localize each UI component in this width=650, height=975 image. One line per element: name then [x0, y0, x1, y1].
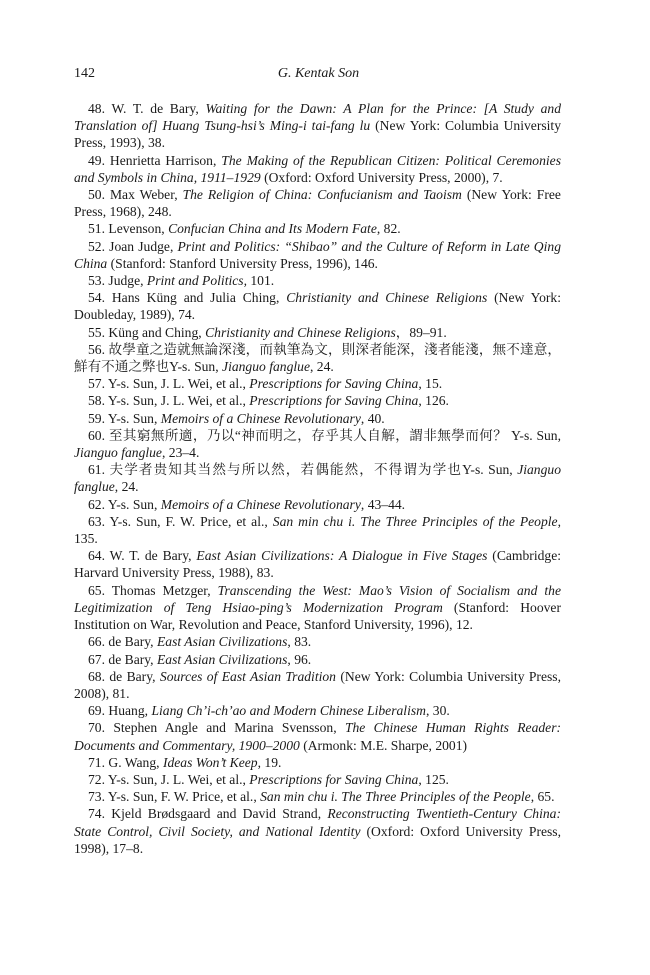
endnote-text: Thomas Metzger, — [111, 582, 218, 598]
endnote-text: W. T. de Bary, — [109, 548, 197, 564]
page-header — [74, 66, 563, 88]
endnote-number: 73. — [88, 789, 105, 805]
endnote-title: Jianguo fanglue — [222, 359, 310, 375]
endnote-title: East Asian Civilizations — [156, 634, 288, 650]
endnote-number: 71. — [88, 754, 105, 770]
endnote-text: (Oxford: Oxford University Press, 2000), 7. — [260, 169, 503, 185]
endnote-number: 65. — [88, 582, 105, 598]
endnote-title: Sources of East Asian Tradition — [159, 668, 336, 684]
endnote-title: Reconstructing Twentieth-Century China: State Control, Civil Society, and National Identity — [74, 806, 561, 839]
endnote-number: 74. — [88, 806, 105, 822]
endnote — [74, 513, 561, 547]
endnote-title: The Religion of China: Confucianism and Taoism — [182, 187, 462, 203]
endnote-number: 67. — [88, 651, 105, 667]
endnote-title: Confucian China and Its Modern Fate — [168, 221, 377, 237]
endnote-text: Y-s. Sun, J. L. Wei, et al., — [107, 771, 250, 787]
endnote-text: Y-s. Sun, — [107, 496, 161, 512]
endnote-title: The Making of the Republican Citizen: Political Ceremonies and Symbols in China, 1911–1929 — [74, 152, 561, 185]
endnote-number: 52. — [88, 238, 105, 254]
endnote-title: San min chu i. The Three Principles of the People — [260, 789, 531, 805]
endnote-text: (New York: Free Press, 1968), 248. — [74, 187, 561, 220]
endnote-title: Christianity and Chinese Religions — [286, 290, 488, 306]
endnote-text: , 83. — [287, 634, 312, 650]
endnote-number: 49. — [88, 152, 105, 168]
endnote-number: 58. — [88, 393, 105, 409]
endnote-text: (Oxford: Oxford University Press, 1998), 17–8. — [74, 823, 561, 856]
running-head: G. Kentak Son — [277, 66, 360, 81]
endnote-text: G. Wang, — [108, 754, 163, 770]
endnote — [74, 754, 561, 771]
endnote — [74, 375, 561, 392]
endnote-title: Prescriptions for Saving China — [249, 771, 419, 787]
endnote-text: de Bary, — [108, 651, 157, 667]
endnote-title: Jianguo fanglue — [74, 462, 561, 495]
endnote-text: , 96. — [287, 651, 312, 667]
endnote-text: Joan Judge, — [109, 238, 178, 254]
endnote-text: Kjeld Brødsgaard and David Strand, — [111, 806, 328, 822]
endnote-text: , 65. — [530, 789, 555, 805]
endnote-title: Ideas Won’t Keep — [162, 754, 258, 770]
endnote-text: , 125. — [418, 771, 449, 787]
endnote-number: 68. — [88, 668, 105, 684]
endnote — [74, 461, 561, 495]
endnote — [74, 289, 561, 323]
endnote-title: Transcending the West: Mao’s Vision of Socialism and the Legitimization of Teng Hsiao-ping’s Modernization Program — [74, 582, 561, 615]
endnote-number: 64. — [88, 548, 105, 564]
endnote-text: 至其窮無所適，乃以“神而明之，存乎其人自解，謂非無學而何？ Y-s. Sun, — [108, 427, 561, 443]
endnote-number: 62. — [88, 496, 105, 512]
endnote — [74, 788, 561, 805]
endnote — [74, 771, 561, 788]
endnote-title: San min chu i. The Three Principles of the People — [272, 513, 558, 529]
endnote — [74, 668, 561, 702]
endnote — [74, 547, 561, 581]
endnote-number: 55. — [88, 324, 105, 340]
endnote-text: Y-s. Sun, J. L. Wei, et al., — [107, 393, 250, 409]
endnote-number: 60. — [88, 427, 105, 443]
endnote-title: Christianity and Chinese Religions — [205, 324, 396, 340]
endnote-text: 故學童之造就無論深淺，而執筆為文，則深者能深，淺者能淺，無不達意，鮮有不通之弊也Y-s. Sun, — [74, 341, 562, 375]
endnote-text: Y-s. Sun, F. W. Price, et al., — [109, 513, 273, 529]
endnote-text: Stephen Angle and Marina Svensson, — [113, 720, 345, 736]
endnote-title: Prescriptions for Saving China — [249, 393, 419, 409]
endnote-text: , 24. — [114, 479, 139, 495]
endnote-text: Max Weber, — [109, 187, 183, 203]
endnote-title: Memoirs of a Chinese Revolutionary — [160, 496, 361, 512]
endnote-text: , 15. — [418, 376, 443, 392]
endnote-text: ，89–91. — [395, 324, 447, 340]
endnote — [74, 496, 561, 513]
endnote-text: , 135. — [74, 513, 561, 547]
endnote — [74, 719, 561, 753]
endnote-title: East Asian Civilizations: A Dialogue in Five Stages — [196, 548, 488, 564]
endnote-text: (Cambridge: Harvard University Press, 1988), 83. — [74, 548, 562, 581]
endnote-text: , 19. — [257, 754, 282, 770]
endnote-number: 59. — [88, 410, 105, 426]
endnote-text: de Bary, — [109, 668, 160, 684]
endnote-text: (New York: Columbia University Press, 1993), 38. — [74, 118, 561, 151]
endnote-text: 101. — [246, 273, 275, 289]
endnote — [74, 805, 561, 857]
endnote — [74, 702, 561, 719]
endnote — [74, 633, 561, 650]
endnote — [74, 220, 561, 237]
endnote-text: Y-s. Sun, J. L. Wei, et al., — [107, 376, 250, 392]
endnote-text: (Stanford: Stanford University Press, 1996), 146. — [107, 255, 378, 271]
endnote-text: W. T. de Bary, — [111, 101, 206, 116]
endnote-title: Liang Ch’i-ch’ao and Modern Chinese Liberalism — [151, 703, 426, 719]
endnote-text: , 82. — [376, 221, 401, 237]
endnote-title: Jianguo fanglue — [74, 445, 162, 461]
endnote-text: 夫学者贵知其当然与所以然，若偶能然，不得谓为学也Y-s. Sun, — [109, 462, 518, 478]
endnote — [74, 341, 561, 375]
endnote — [74, 272, 561, 289]
endnote-text: , 23–4. — [161, 445, 200, 461]
endnote-text: Küng and Ching, — [108, 324, 206, 340]
endnote-text: Henrietta Harrison, — [109, 152, 222, 168]
endnotes-list — [74, 100, 561, 857]
endnote-title: Print and Politics: “Shibao” and the Culture of Reform in Late Qing China — [74, 238, 561, 271]
endnote-text: (New York: Doubleday, 1989), 74. — [74, 290, 561, 323]
endnote-text: (Stanford: Hoover Institution on War, Revolution and Peace, Stanford University, 1996), 12. — [74, 599, 561, 633]
endnote-text: de Bary, — [108, 634, 157, 650]
endnote-text: Y-s. Sun, F. W. Price, et al., — [107, 789, 261, 805]
endnote — [74, 186, 561, 220]
endnote-number: 50. — [88, 187, 105, 203]
endnote-text: Levenson, — [108, 221, 169, 237]
endnote-text: , 40. — [360, 410, 385, 426]
endnote-number: 51. — [88, 221, 105, 237]
endnote — [74, 152, 561, 186]
endnote-number: 72. — [88, 771, 105, 787]
endnote — [74, 427, 561, 461]
endnote — [74, 651, 561, 668]
endnote-number: 70. — [88, 720, 105, 736]
endnote-title: Memoirs of a Chinese Revolutionary — [160, 410, 361, 426]
endnote-text: (Armonk: M.E. Sharpe, 2001) — [299, 737, 468, 753]
endnote-title: Prescriptions for Saving China — [249, 376, 419, 392]
endnote-number: 66. — [88, 634, 105, 650]
endnote — [74, 410, 561, 427]
endnote-number: 56. — [88, 341, 105, 357]
endnote-title: Waiting for the Dawn: A Plan for the Prince: [A Study and Translation of] Huang Tsung-hsi’s Ming-i tai-fang lu — [74, 101, 561, 134]
endnote-text: , 43–44. — [360, 496, 406, 512]
endnote-text: (New York: Columbia University Press, 2008), 81. — [74, 668, 561, 701]
endnote-title: The Chinese Human Rights Reader: Documents and Commentary, 1900–2000 — [74, 720, 562, 753]
endnote — [74, 238, 561, 272]
endnote — [74, 324, 561, 341]
endnote-title: East Asian Civilizations — [156, 651, 288, 667]
endnote-number: 48. — [88, 101, 105, 116]
endnote-number: 63. — [88, 513, 105, 529]
endnote-number: 54. — [88, 290, 105, 306]
endnote-number: 57. — [88, 376, 105, 392]
endnote — [74, 392, 561, 409]
endnote-text: , 126. — [418, 393, 449, 409]
endnote-number: 61. — [88, 462, 105, 478]
endnote-number: 69. — [88, 703, 105, 719]
endnote-title: Print and Politics, — [146, 273, 247, 289]
endnote-text: Y-s. Sun, — [107, 410, 161, 426]
endnote-number: 53. — [88, 273, 105, 289]
endnote-text: Judge, — [108, 273, 147, 289]
endnote-text: , 24. — [310, 359, 334, 375]
endnote — [74, 582, 561, 634]
endnote-text: Huang, — [108, 703, 152, 719]
endnote-text: Hans Küng and Julia Ching, — [111, 290, 287, 306]
page-number: 142 — [74, 66, 95, 81]
endnote — [74, 100, 561, 152]
endnote-text: , 30. — [425, 703, 450, 719]
